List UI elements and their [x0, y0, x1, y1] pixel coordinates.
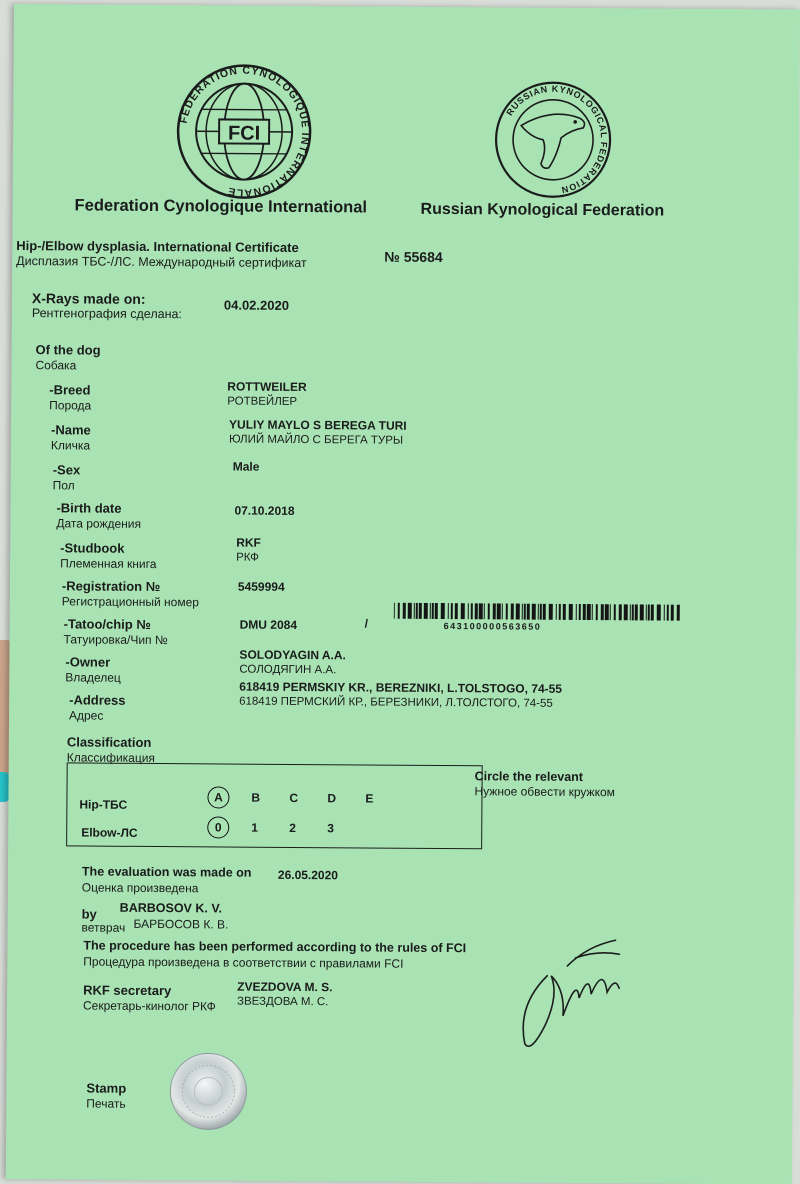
- rkf-logo-icon: [491, 77, 616, 202]
- owner-value: SOLODYAGIN A.A.: [239, 647, 346, 663]
- tattoo-separator: /: [364, 616, 369, 631]
- secretary-label-ru: Секретарь-кинолог РКФ: [82, 998, 216, 1014]
- sex-label-en: -Sex: [52, 462, 81, 478]
- tattoo-label-ru: Татуировка/Чип №: [63, 632, 168, 648]
- fci-org-name: Federation Cynologique International: [74, 196, 368, 217]
- name-label-ru: Кличка: [50, 438, 91, 453]
- circle-note-en: Circle the relevant: [474, 769, 584, 784]
- birth-value: 07.10.2018: [234, 503, 295, 518]
- circle-note-ru: Нужное обвести кружком: [474, 784, 615, 800]
- stamp-label-en: Stamp: [86, 1080, 127, 1096]
- evaluation-date: 26.05.2020: [277, 867, 339, 883]
- address-value: 618419 PERMSKIY KR., BEREZNIKI, L.TOLSTOGO, 74-55: [239, 679, 563, 696]
- procedure-en: The procedure has been performed according to the rules of FCI: [83, 938, 467, 956]
- breed-label-en: -Breed: [49, 382, 91, 398]
- hip-grade-e: E: [365, 791, 374, 806]
- fci-logo-center-text: FCI: [227, 122, 261, 145]
- hip-grade-c: C: [289, 790, 299, 806]
- sex-value: Male: [232, 459, 260, 474]
- hip-grade-d: D: [327, 791, 337, 806]
- hologram-stamp-icon: [168, 1051, 249, 1132]
- procedure-ru: Процедура произведена в соответствии с правилами FCI: [83, 954, 404, 971]
- hip-grade-a: A: [207, 786, 229, 808]
- classification-box: [66, 762, 483, 849]
- name-value-ru: ЮЛИЙ МАЙЛО С БЕРЕГА ТУРЫ: [228, 433, 404, 447]
- studbook-value: RKF: [236, 535, 261, 550]
- breed-label-ru: Порода: [49, 398, 92, 413]
- by-label-en: by: [81, 906, 97, 922]
- tattoo-value: DMU 2084: [239, 617, 298, 632]
- by-label-ru: ветврач: [81, 920, 126, 935]
- breed-value: ROTTWEILER: [227, 379, 307, 395]
- elbow-grade-2: 2: [289, 820, 296, 835]
- vet-name-en: BARBOSOV K. V.: [119, 900, 223, 916]
- registration-value: 5459994: [237, 579, 285, 594]
- elbow-grade-1: 1: [251, 820, 258, 835]
- hip-grade-b: B: [251, 790, 261, 805]
- xray-label-en: X-Rays made on:: [31, 290, 146, 307]
- xray-date: 04.02.2020: [223, 297, 290, 313]
- secretary-name-en: ZVEZDOVA M. S.: [237, 979, 333, 995]
- evaluation-label-en: The evaluation was made on: [81, 864, 252, 880]
- stamp-label-ru: Печать: [86, 1096, 126, 1111]
- certificate-title-en: Hip-/Elbow dysplasia. International Certificate: [16, 238, 299, 255]
- elbow-grade-0: 0: [207, 816, 229, 838]
- studbook-label-ru: Племенная книга: [60, 556, 157, 572]
- secretary-label-en: RKF secretary: [83, 982, 172, 999]
- owner-label-ru: Владелец: [65, 670, 121, 685]
- sex-label-ru: Пол: [52, 478, 75, 493]
- registration-label-en: -Registration №: [61, 578, 161, 595]
- hip-label: Hip-ТБС: [79, 797, 128, 812]
- classification-heading-en: Classification: [66, 734, 152, 750]
- classification-heading-ru: Классификация: [66, 750, 156, 766]
- address-label-en: -Address: [69, 692, 126, 708]
- tattoo-label-en: -Tatoo/chip №: [63, 616, 151, 632]
- elbow-grade-3: 3: [327, 821, 334, 836]
- certificate-number: № 55684: [384, 248, 443, 265]
- address-label-ru: Адрес: [68, 708, 104, 723]
- birth-label-ru: Дата рождения: [56, 516, 142, 531]
- certificate-title-ru: Дисплазия ТБС-/ЛС. Международный сертификат: [16, 254, 307, 271]
- birth-label-en: -Birth date: [56, 500, 122, 516]
- studbook-label-en: -Studbook: [60, 540, 125, 556]
- rkf-org-name: Russian Kynological Federation: [420, 200, 665, 220]
- rkf-logo-ring-text: RUSSIAN KYNOLOGICAL FEDERATION: [504, 83, 610, 196]
- owner-label-en: -Owner: [65, 654, 111, 670]
- chip-barcode: [394, 603, 680, 623]
- studbook-value-ru: РКФ: [236, 551, 259, 564]
- fci-logo-ring-text: FEDERATION CYNOLOGIQUE INTERNATIONALE: [177, 64, 312, 199]
- xray-label-ru: Рентгенография сделана:: [31, 306, 182, 322]
- evaluation-label-ru: Оценка произведена: [81, 880, 199, 896]
- signature: [507, 935, 638, 1056]
- fci-logo-icon: [169, 61, 320, 202]
- elbow-label: Elbow-ЛС: [81, 825, 138, 840]
- chip-number: 643100000563650: [443, 621, 542, 632]
- dog-heading-ru: Собака: [35, 358, 77, 373]
- certificate-sheet: [6, 4, 800, 1184]
- secretary-name-ru: ЗВЕЗДОВА М. С.: [236, 995, 329, 1009]
- dog-heading-en: Of the dog: [35, 342, 101, 358]
- name-value: YULIY MAYLO S BEREGA TURI: [229, 417, 407, 433]
- address-value-ru: 618419 ПЕРМСКИЙ КР., БЕРЕЗНИКИ, Л.ТОЛСТОГО, 74-55: [239, 695, 553, 710]
- breed-value-ru: РОТВЕЙЛЕР: [227, 395, 298, 408]
- vet-name-ru: БАРБОСОВ К. В.: [133, 916, 229, 932]
- registration-label-ru: Регистрационный номер: [61, 594, 200, 610]
- owner-value-ru: СОЛОДЯГИН А.А.: [239, 663, 337, 677]
- name-label-en: -Name: [50, 422, 91, 438]
